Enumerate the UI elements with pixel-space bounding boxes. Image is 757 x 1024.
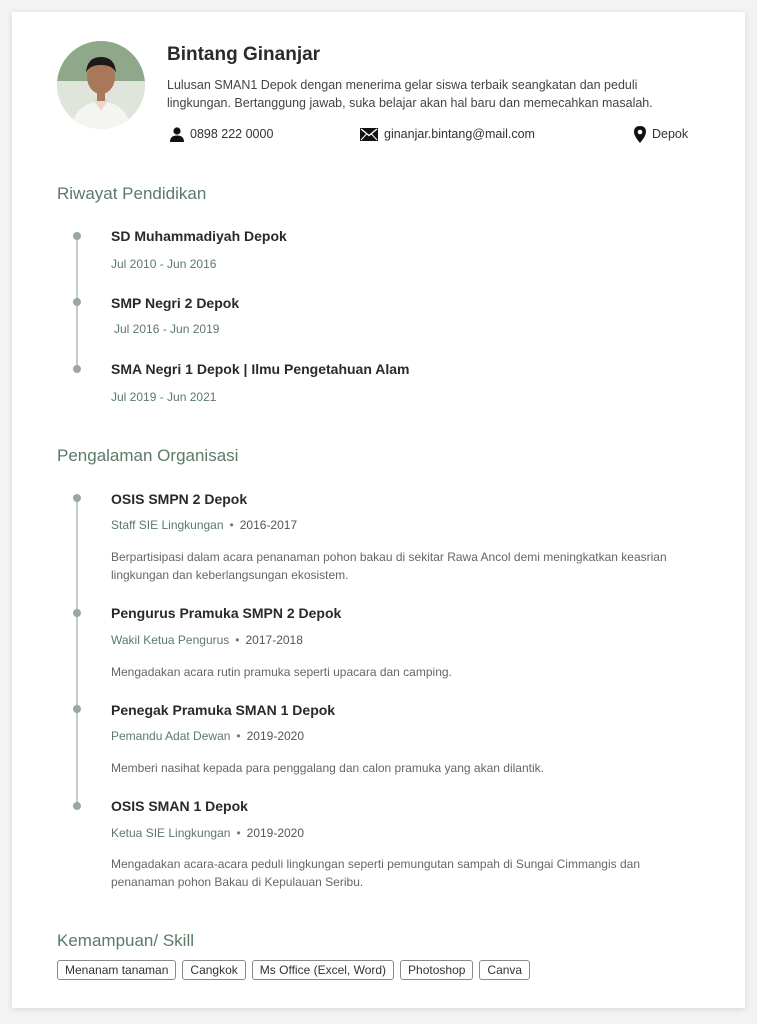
contact-email [360,124,535,144]
education-period: Jul 2016 - Jun 2019 [114,322,220,336]
organization-role [111,518,297,532]
timeline-dot [73,705,81,713]
role-text: Staff SIE Lingkungan [111,518,224,532]
organization-role [111,633,303,647]
envelope-icon [360,128,378,141]
organization-role [111,729,304,743]
role-years: 2016-2017 [239,518,298,532]
email-text: ginanjar.bintang@mail.com [384,127,535,141]
skills-title: Kemampuan/ Skill [57,931,195,950]
skill-tag: Cangkok [182,960,245,980]
role-text: Pemandu Adat Dewan [111,729,231,743]
skill-tag: Photoshop [400,960,473,980]
education-period: Jul 2010 - Jun 2016 [111,257,217,271]
organization-description: Mengadakan acara rutin pramuka seperti upacara dan camping. [111,665,452,679]
role-text: Ketua SIE Lingkungan [111,826,231,840]
organization-title: Pengalaman Organisasi [57,446,239,465]
contact-location [634,124,688,144]
resume-page [12,12,745,1008]
organization-name: OSIS SMPN 2 Depok [111,491,248,507]
timeline-dot [73,232,81,240]
role-separator: • [236,826,241,840]
education-school: SMP Negri 2 Depok [111,295,240,311]
organization-name: Penegak Pramuka SMAN 1 Depok [111,702,336,718]
phone-text: 0898 222 0000 [190,127,274,141]
profile-name: Bintang Ginanjar [167,44,321,65]
skill-tag: Menanam tanaman [57,960,176,980]
person-icon [170,127,184,142]
contact-phone [170,124,273,144]
role-separator: • [229,518,234,532]
organization-role [111,826,304,840]
map-pin-icon [634,126,646,143]
organization-description: Memberi nasihat kepada para penggalang dan calon pramuka yang akan dilantik. [111,761,544,775]
location-text: Depok [652,127,689,141]
organization-name: OSIS SMAN 1 Depok [111,798,248,814]
organization-description: Mengadakan acara-acara peduli lingkungan seperti pemungutan sampah di Sungai Cimmangis dan penanaman pohon Bakau di Kepulauan Seribu. [111,857,641,889]
timeline-dot [73,365,81,373]
timeline-dot [73,802,81,810]
role-years: 2019-2020 [246,826,305,840]
timeline-dot [73,609,81,617]
role-years: 2019-2020 [246,729,305,743]
skills-list [57,960,530,980]
organization-timeline [76,498,78,806]
avatar [57,41,145,129]
timeline-dot [73,298,81,306]
education-title: Riwayat Pendidikan [57,184,207,203]
education-period: Jul 2019 - Jun 2021 [111,390,217,404]
role-text: Wakil Ketua Pengurus [111,633,230,647]
education-school: SMA Negri 1 Depok | Ilmu Pengetahuan Alam [111,361,410,377]
skill-tag: Canva [479,960,530,980]
organization-description: Berpartisipasi dalam acara penanaman pohon bakau di sekitar Rawa Ancol demi meningkatkan keasrian lingkungan dan keberlangsungan ekosistem. [111,550,667,582]
education-school: SD Muhammadiyah Depok [111,228,287,244]
organization-name: Pengurus Pramuka SMPN 2 Depok [111,605,342,621]
timeline-dot [73,494,81,502]
role-separator: • [236,729,241,743]
skill-tag: Ms Office (Excel, Word) [252,960,394,980]
role-years: 2017-2018 [245,633,303,647]
role-separator: • [235,633,240,647]
profile-summary: Lulusan SMAN1 Depok dengan menerima gelar siswa terbaik seangkatan dan peduli lingkungan. Bertanggung jawab, suka belajar akan hal baru dan memecahkan masalah. [167,78,653,110]
